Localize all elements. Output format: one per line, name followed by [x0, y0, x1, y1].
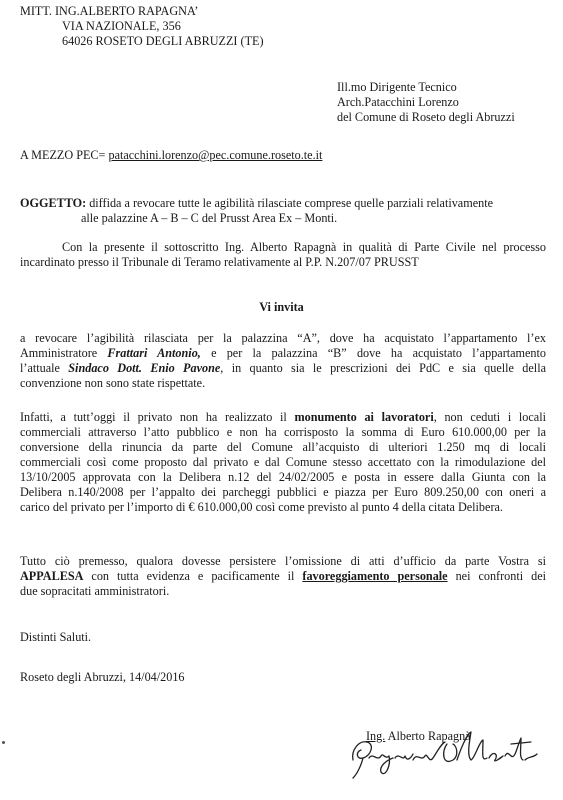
scan-speck — [2, 741, 5, 744]
intro-line2: incardinato presso il Tribunale di Teramo relativamente al P.P. N.207/07 PRUSST — [20, 255, 419, 269]
intro-paragraph — [20, 240, 546, 270]
p1-line3: l’attuale Sindaco Dott. Enio Pavone, in quanto sia le prescrizioni dei PdC e sia quelle della — [20, 361, 546, 375]
p2-line1: Infatti, a tutt’oggi il privato non ha realizzato il monumento ai lavoratori, non ceduti i locali — [20, 410, 546, 424]
recipient-address — [337, 80, 515, 125]
p3-line2: APPALESA con tutta evidenza e pacificamente il favoreggiamento personale nei confronti dei — [20, 569, 546, 583]
subject-label: OGGETTO: — [20, 196, 87, 210]
p2-line6: Delibera n.140/2008 per l’appalto dei parcheggi pubblici e piazza per Euro 809.250,00 con oneri a — [20, 485, 546, 499]
place-date: Roseto degli Abruzzi, 14/04/2016 — [20, 670, 185, 684]
recipient-title: Ill.mo Dirigente Tecnico — [337, 80, 457, 94]
sender-name: MITT. ING.ALBERTO RAPAGNA’ — [20, 4, 199, 18]
sender-address — [20, 4, 264, 49]
sender-street: VIA NAZIONALE, 356 — [62, 19, 181, 33]
p1-line2: Amministratore Frattari Antonio, e per la palazzina “B” dove ha acquistato l’appartamento — [20, 346, 547, 360]
monumento-bold: monumento ai lavoratori — [294, 410, 434, 424]
invita-heading: Vi invita — [259, 300, 304, 314]
signatory-title: Ing. — [366, 729, 386, 743]
pec-email-link[interactable]: patacchini.lorenzo@pec.comune.roseto.te.it — [108, 148, 323, 162]
p3-line1: Tutto ciò premesso, qualora dovesse persistere l’omissione di atti d’ufficio da parte Vostra si — [20, 554, 546, 568]
subject-block — [20, 196, 540, 226]
appalesa-bold: APPALESA — [20, 569, 84, 583]
recipient-office: del Comune di Roseto degli Abruzzi — [337, 110, 515, 124]
name-frattari: Frattari Antonio, — [107, 346, 201, 360]
pec-line — [20, 148, 322, 163]
subject-text-line2: alle palazzine A – B – C del Prusst Area Ex – Monti. — [81, 211, 338, 225]
sender-city: 64026 ROSETO DEGLI ABRUZZI (TE) — [62, 34, 264, 48]
paragraph-revoca — [20, 331, 546, 391]
closing-greeting: Distinti Saluti. — [20, 630, 92, 644]
favoreggiamento-bold: favoreggiamento personale — [302, 569, 448, 583]
p1-line4: convenzione non sono state rispettate. — [20, 376, 206, 390]
signatory-fullname: Alberto Rapagnà — [385, 729, 471, 743]
paragraph-premesso — [20, 554, 546, 599]
p2-line3: conversione della rinuncia da parte del Comune all’acquisto di ulteriori 1.250 mq di locali — [20, 440, 546, 454]
intro-line1: Con la presente il sottoscritto Ing. Alberto Rapagnà in qualità di Parte Civile nel processo — [62, 240, 546, 254]
p2-line5: 13/10/2005 approvata con la Delibera n.12 del 24/02/2005 e posta in essere dalla Giunta con la — [20, 470, 546, 484]
pec-prefix: A MEZZO PEC= — [20, 148, 109, 162]
name-pavone: Sindaco Dott. Enio Pavone — [68, 361, 221, 375]
signatory-name — [366, 729, 471, 744]
p3-line3: due sopracitati amministratori. — [20, 584, 170, 598]
p1-line1: a revocare l’agibilità rilasciata per la palazzina “A”, dove ha acquistato l’appartamento l’ex — [20, 331, 546, 345]
paragraph-infatti — [20, 410, 546, 515]
p2-line7: carico del privato per l’importo di € 610.000,00 così come previsto al punto 4 della citata Delibera. — [20, 500, 503, 514]
recipient-name: Arch.Patacchini Lorenzo — [337, 95, 459, 109]
p2-line2: commerciali attraverso l’atto pubblico e non ha corrisposto la somma di Euro 610.000,00 per la — [20, 425, 546, 439]
subject-text-line1: diffida a revocare tutte le agibilità rilasciate comprese quelle parziali relativamente — [86, 196, 493, 210]
p2-line4: commerciali così come proposto dal privato e dal Comune stesso accettato con la rimodulazione del — [20, 455, 546, 469]
